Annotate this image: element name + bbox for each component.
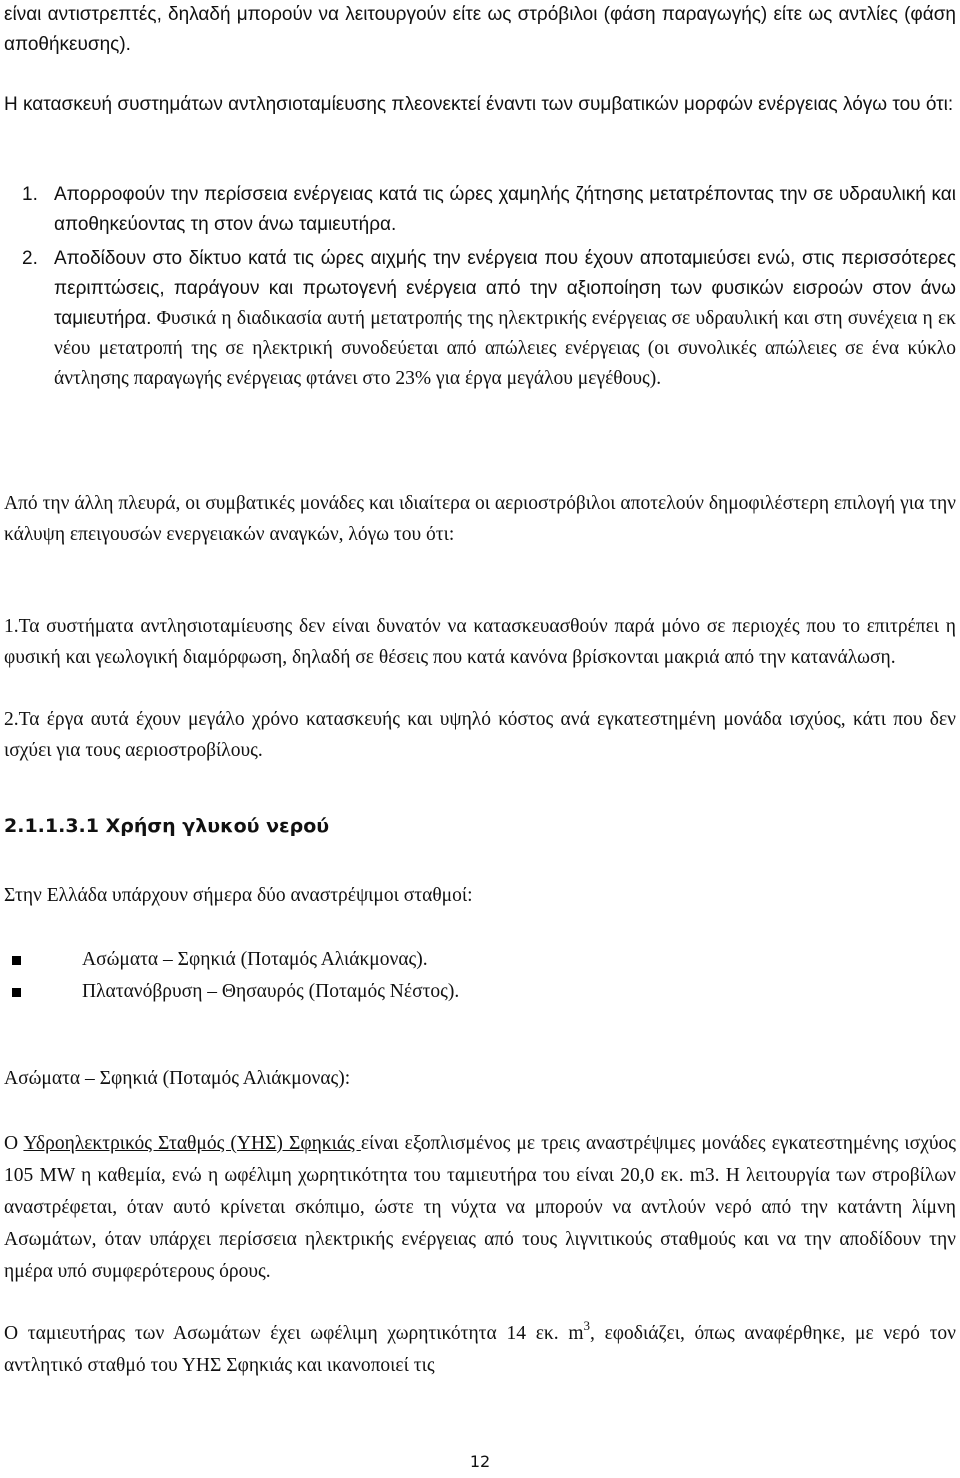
- superscript: 3: [583, 1318, 590, 1333]
- list-number: 2.: [22, 248, 38, 269]
- page-number: 12: [469, 1452, 491, 1471]
- sfikia-prefix: Ο: [4, 1133, 24, 1154]
- reservoir-paragraph: [4, 1318, 956, 1382]
- advantages-intro-paragraph: Η κατασκευή συστημάτων αντλησιοταμίευσης πλεονεκτεί έναντι των συμβατικών μορφών ενέργειας λόγω του ότι:: [4, 94, 954, 115]
- square-bullet-icon: [12, 956, 21, 965]
- advantage-item-2: [22, 244, 956, 394]
- list-item: [10, 945, 910, 977]
- sfikia-text: είναι εξοπλισμένος με τρεις αναστρέψιμες μονάδες εγκατεστημένης ισχύος 105 MW η καθεμία, ενώ η ωφέλιμη χωρητικότητα του ταμιευτήρα του είναι 20,0 εκ. m3. Η λειτουργία των στροβίλων αναστρέφεται, όταν αυτό κρίνεται σκόπιμο, ώστε τη νύχτα να μπορούν να αντλούν νερό από την κατάντη λίμνη Ασωμάτων, όταν υπάρχει περίσσεια ηλεκτρικής ενέργειας από τους λιγνιτικούς σταθμούς και να την αποδίδουν την ημέρα υπό συμφερότερους όρους.: [4, 1133, 956, 1282]
- asomata-heading: Ασώματα – Σφηκιά (Ποταμός Αλιάκμονας):: [4, 1068, 351, 1089]
- list-item: [10, 977, 910, 1009]
- advantage-text: Απορροφούν την περίσσεια ενέργειας κατά τις ώρες χαμηλής ζήτησης μετατρέποντας την σε υδραυλική και αποθηκεύοντας τη στον άνω ταμιευτήρα.: [54, 184, 956, 235]
- other-side-paragraph: Από την άλλη πλευρά, οι συμβατικές μονάδες και ιδιαίτερα οι αεριοστρόβιλοι αποτελούν δημοφιλέστερη επιλογή για την κάλυψη επειγουσών ενεργειακών αναγκών, λόγω του ότι:: [4, 493, 956, 545]
- station-text: Ασώματα – Σφηκιά (Ποταμός Αλιάκμονας).: [82, 949, 428, 970]
- disadvantage-item-1: 1.Τα συστήματα αντλησιοταμίευσης δεν είναι δυνατόν να κατασκευασθούν παρά μόνο σε περιοχές που το επιτρέπει η φυσική και γεωλογική διαμόρφωση, δηλαδή σε θέσεις που κατά κανόνα βρίσκονται μακριά από την κατανάλωση.: [4, 616, 956, 668]
- reservoir-text-after: , εφοδιάζει, όπως αναφέρθηκε, με νερό τον αντλητικό σταθμό του ΥΗΣ Σφηκιάς και ικανοποιεί τις: [4, 1323, 956, 1376]
- intro-paragraph: είναι αντιστρεπτές, δηλαδή μπορούν να λειτουργούν είτε ως στρόβιλοι (φάση παραγωγής) είτε ως αντλίες (φάση αποθήκευσης).: [4, 4, 956, 55]
- section-heading: 2.1.1.3.1 Χρήση γλυκού νερού: [4, 815, 330, 837]
- advantage-text-sans: Αποδίδουν στο δίκτυο κατά τις ώρες αιχμής την ενέργεια που έχουν αποταμιεύσει ενώ, στις περισσότερες περιπτώσεις, παράγουν και πρωτογενή ενέργεια από την αξιοποίηση των φυσικών εισροών στον άνω ταμιευτήρα.: [54, 248, 956, 329]
- sfikia-paragraph: [4, 1128, 956, 1288]
- stations-list: [10, 945, 910, 1009]
- advantage-text: [54, 244, 956, 394]
- disadvantage-item-2: 2.Τα έργα αυτά έχουν μεγάλο χρόνο κατασκευής και υψηλό κόστος ανά εγκατεστημένη μονάδα ισχύος, κάτι που δεν ισχύει για τους αεριοστροβίλους.: [4, 709, 956, 761]
- sfikia-link[interactable]: Υδροηλεκτρικός Σταθμός (ΥΗΣ) Σφηκιάς: [23, 1133, 361, 1154]
- station-text: Πλατανόβρυση – Θησαυρός (Ποταμός Νέστος).: [82, 981, 460, 1002]
- greece-intro-paragraph: Στην Ελλάδα υπάρχουν σήμερα δύο αναστρέψιμοι σταθμοί:: [4, 885, 473, 906]
- list-number: 1.: [22, 184, 38, 205]
- reservoir-text-before: Ο ταμιευτήρας των Ασωμάτων έχει ωφέλιμη χωρητικότητα 14 εκ. m: [4, 1323, 584, 1344]
- advantage-text-serif: Φυσικά η διαδικασία αυτή μετατροπής της ηλεκτρικής ενέργειας σε υδραυλική και στη συνέχεια η εκ νέου μετατροπή της σε ηλεκτρική συνοδεύεται από απώλειες ενέργειας (οι συνολικές απώλειες σε ένα κύκλο άντλησης παραγωγής ενέργειας φτάνει στο 23% για έργα μεγάλου μεγέθους).: [54, 308, 956, 389]
- advantage-item-1: [22, 180, 956, 240]
- square-bullet-icon: [12, 988, 21, 997]
